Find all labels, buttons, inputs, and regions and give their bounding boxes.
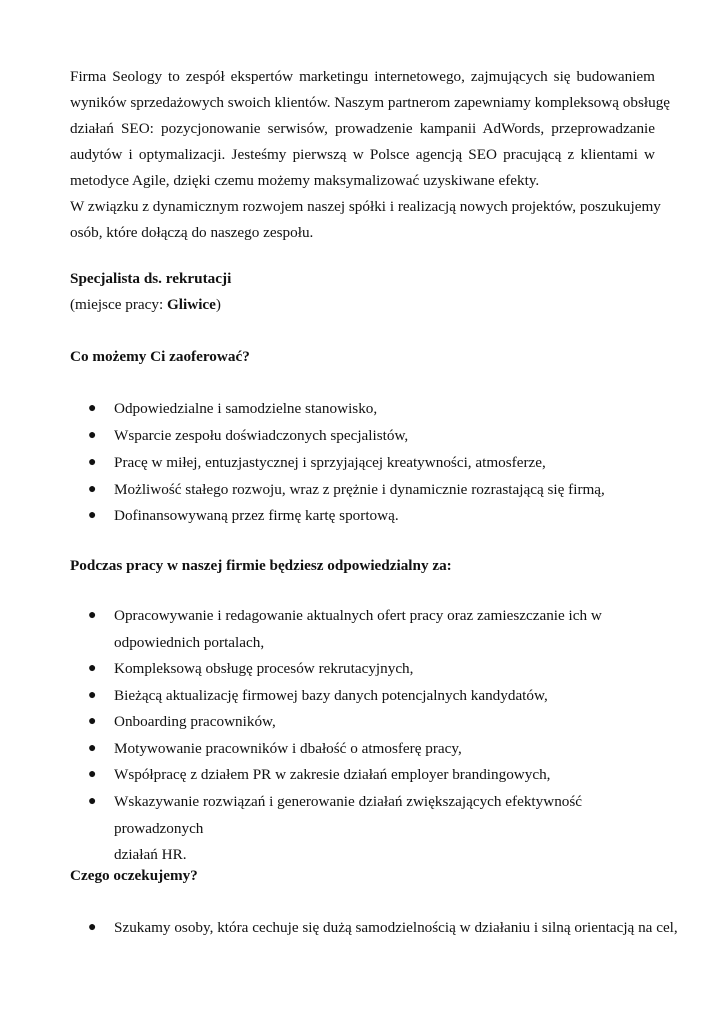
bullet-icon: ● <box>88 401 97 416</box>
bullet-icon: ● <box>88 482 97 497</box>
duty-item-text <box>114 603 664 656</box>
intro-line: osób, które dołączą do naszego zespołu. <box>70 224 314 241</box>
bullet-icon: ● <box>88 920 97 935</box>
position-location <box>70 292 221 318</box>
expectations-heading: Czego oczekujemy? <box>70 867 198 884</box>
duty-line: Opracowywanie i redagowanie aktualnych ofert pracy oraz zamieszczanie ich w <box>114 607 602 624</box>
intro-line: działań SEO: pozycjonowanie serwisów, prowadzenie kampanii AdWords, przeprowadzanie <box>70 120 655 137</box>
bullet-icon: ● <box>88 767 97 782</box>
intro-line: W związku z dynamicznym rozwojem naszej spółki i realizacją nowych projektów, poszukujemy <box>70 198 661 215</box>
duty-line: Wskazywanie rozwiązań i generowanie działań zwiększających efektywność prowadzonych <box>114 793 583 837</box>
duty-line: działań HR. <box>114 846 187 863</box>
offer-item-text: Odpowiedzialne i samodzielne stanowisko, <box>114 400 378 417</box>
duty-item-text: Onboarding pracowników, <box>114 713 276 730</box>
location-city: Gliwice <box>166 296 216 313</box>
bullet-icon: ● <box>88 508 97 523</box>
duty-item-text: Współpracę z działem PR w zakresie działań employer brandingowych, <box>114 766 551 783</box>
offer-heading: Co możemy Ci zaoferować? <box>70 348 250 365</box>
bullet-icon: ● <box>88 688 97 703</box>
intro-line: metodyce Agile, dzięki czemu możemy maksymalizować uzyskiwane efekty. <box>70 172 540 189</box>
duty-line: odpowiednich portalach, <box>114 633 265 651</box>
bullet-icon: ● <box>88 661 97 676</box>
location-suffix: ) <box>215 296 221 313</box>
offer-item-text: Wsparcie zespołu doświadczonych specjalistów, <box>114 427 409 444</box>
intro-paragraph <box>70 64 671 246</box>
position-title: Specjalista ds. rekrutacji <box>70 270 232 287</box>
duty-item-text: Bieżącą aktualizację firmowej bazy danych potencjalnych kandydatów, <box>114 687 548 704</box>
offer-item-text: Możliwość stałego rozwoju, wraz z prężnie i dynamicznie rozrastającą się firmą, <box>114 481 605 498</box>
offer-item-text: Dofinansowywaną przez firmę kartę sportową. <box>114 507 399 524</box>
bullet-icon: ● <box>88 428 97 443</box>
intro-line: audytów i optymalizacji. Jesteśmy pierwszą w Polsce agencją SEO pracującą z klientami w <box>70 146 655 163</box>
duty-item-text: Kompleksową obsługę procesów rekrutacyjnych, <box>114 660 414 677</box>
bullet-icon: ● <box>88 794 97 809</box>
duty-item-text <box>114 789 664 869</box>
offer-item-text: Pracę w miłej, entuzjastycznej i sprzyjającej kreatywności, atmosferze, <box>114 454 546 471</box>
duties-heading: Podczas pracy w naszej firmie będziesz odpowiedzialny za: <box>70 557 452 574</box>
location-prefix: (miejsce pracy: <box>70 296 167 313</box>
expectation-item-text: Szukamy osoby, która cechuje się dużą samodzielnością w działaniu i silną orientacją na cel, <box>114 919 678 936</box>
duty-item-text: Motywowanie pracowników i dbałość o atmosferę pracy, <box>114 740 462 757</box>
intro-line: Firma Seology to zespół ekspertów marketingu internetowego, zajmujących się budowaniem <box>70 68 655 85</box>
bullet-icon: ● <box>88 714 97 729</box>
bullet-icon: ● <box>88 455 97 470</box>
intro-line: wyników sprzedażowych swoich klientów. Naszym partnerom zapewniamy kompleksową obsługę <box>70 94 671 111</box>
bullet-icon: ● <box>88 608 97 623</box>
bullet-icon: ● <box>88 741 97 756</box>
